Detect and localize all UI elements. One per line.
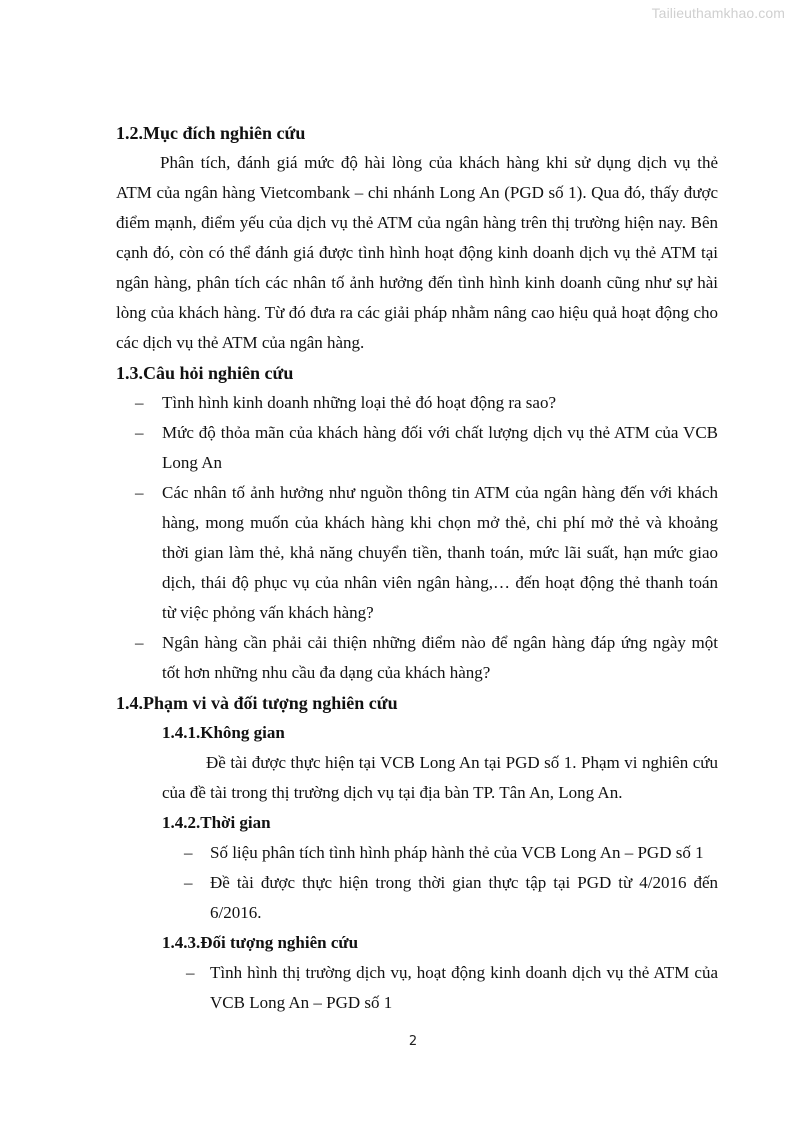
list-item [116,478,718,628]
list-item-text: Ngân hàng cần phải cải thiện những điểm nào để ngân hàng đáp ứng ngày một tốt hơn những nhu cầu đa dạng của khách hàng? [162,633,718,682]
heading-1-4: 1.4.Phạm vi và đối tượng nghiên cứu [116,693,398,713]
list-item [116,868,718,928]
list-item [116,418,718,478]
watermark: Tailieuthamkhao.com [651,5,785,21]
heading-1-4-2: 1.4.2.Thời gian [162,813,271,832]
list-item-text: Tình hình kinh doanh những loại thẻ đó hoạt động ra sao? [162,393,557,412]
page-number: 2 [408,1034,418,1049]
list-item [116,958,718,1018]
dash-bullet-icon: – [184,873,193,892]
list-item-text: Tình hình thị trường dịch vụ, hoạt động kinh doanh dịch vụ thẻ ATM của VCB Long An – PGD số 1 [210,963,718,1012]
heading-1-4-1: 1.4.1.Không gian [162,723,285,742]
paragraph-purpose: Phân tích, đánh giá mức độ hài lòng của khách hàng khi sử dụng dịch vụ thẻ ATM của ngân hàng Vietcombank – chi nhánh Long An (PGD số 1). Qua đó, thấy được điểm mạnh, điểm yếu của dịch vụ thẻ ATM của ngân hàng trên thị trường hiện nay. Bên cạnh đó, còn có thể đánh giá được tình hình hoạt động kinh doanh dịch vụ thẻ ATM tại ngân hàng, phân tích các nhân tố ảnh hưởng đến tình hình kinh doanh cũng như sự hài lòng của khách hàng. Từ đó đưa ra các giải pháp nhằm nâng cao hiệu quả hoạt động cho các dịch vụ thẻ ATM của ngân hàng. [116,153,718,352]
research-questions-list [116,388,718,688]
heading-1-4-3: 1.4.3.Đối tượng nghiên cứu [162,933,359,952]
list-item-text: Số liệu phân tích tình hình pháp hành thẻ của VCB Long An – PGD số 1 [210,843,704,862]
list-item-text: Mức độ thỏa mãn của khách hàng đối với chất lượng dịch vụ thẻ ATM của VCB Long An [162,423,718,472]
list-item [116,628,718,688]
document-page [116,118,718,1018]
heading-1-3: 1.3.Câu hỏi nghiên cứu [116,363,294,383]
paragraph-space: Đề tài được thực hiện tại VCB Long An tại PGD số 1. Phạm vi nghiên cứu của đề tài trong thị trường dịch vụ tại địa bàn TP. Tân An, Long An. [162,753,718,802]
dash-bullet-icon: – [184,843,193,862]
list-item [116,838,718,868]
heading-1-2: 1.2.Mục đích nghiên cứu [116,123,306,143]
list-item [116,388,718,418]
list-item-text: Đề tài được thực hiện trong thời gian thực tập tại PGD từ 4/2016 đến 6/2016. [210,873,718,922]
dash-bullet-icon: – [135,483,144,502]
dash-bullet-icon: – [135,423,144,442]
dash-bullet-icon: – [135,393,144,412]
dash-bullet-icon: – [135,633,144,652]
dash-bullet-icon: – [186,963,195,982]
list-item-text: Các nhân tố ảnh hưởng như nguồn thông tin ATM của ngân hàng đến với khách hàng, mong muốn của khách hàng khi chọn mở thẻ, chi phí mở thẻ và khoảng thời gian làm thẻ, khả năng chuyển tiền, thanh toán, mức lãi suất, hạn mức giao dịch, thái độ phục vụ của nhân viên ngân hàng,… đến hoạt động thẻ thanh toán từ việc phỏng vấn khách hàng? [162,483,718,622]
subject-list [116,958,718,1018]
time-list [116,838,718,928]
